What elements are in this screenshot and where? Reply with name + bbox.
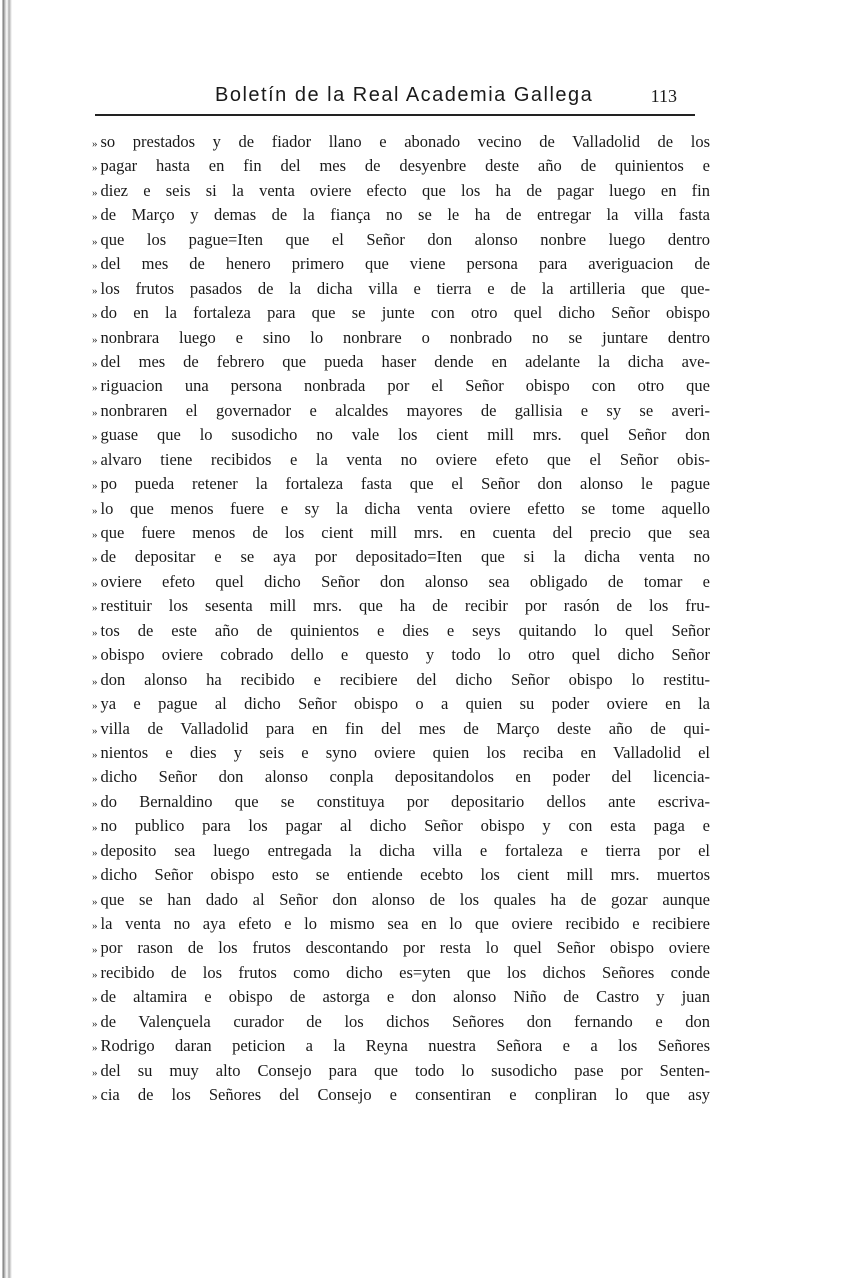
quote-mark: »: [92, 553, 98, 566]
text-line: [92, 765, 710, 789]
line-text: restituir los sesenta mill mrs. que ha de recibir por rasón de los fru-: [100, 596, 710, 616]
quote-mark: »: [92, 309, 98, 322]
line-text: nonbraren el governador e alcaldes mayores de gallisia e sy se averi-: [100, 400, 710, 420]
quote-mark: »: [92, 406, 98, 419]
quote-mark: »: [92, 138, 98, 150]
line-text: pagar hasta en fin del mes de desyenbre deste año de quinientos e: [100, 156, 710, 176]
text-line: [92, 863, 710, 887]
quote-mark: »: [92, 920, 98, 932]
scan-edge: [0, 0, 12, 1278]
quote-mark: »: [92, 797, 98, 810]
text-line: [92, 374, 710, 398]
text-line: [92, 326, 710, 350]
text-line: [92, 936, 710, 960]
text-line: [92, 1034, 710, 1058]
quote-mark: »: [92, 455, 98, 468]
line-text: oviere efeto quel dicho Señor don alonso sea obligado de tomar e: [100, 571, 710, 591]
quote-mark: »: [92, 675, 98, 688]
text-line: [92, 1010, 710, 1034]
quote-mark: »: [92, 724, 98, 737]
line-text: de altamira e obispo de astorga e don alonso Niño de Castro y juan: [100, 987, 710, 1007]
line-text: dicho Señor obispo esto se entiende ecebto los cient mill mrs. muertos: [100, 865, 710, 885]
text-line: [92, 399, 710, 423]
quote-mark: »: [92, 846, 98, 859]
text-line: [92, 179, 710, 203]
text-line: [92, 912, 710, 936]
quote-mark: »: [92, 944, 98, 957]
text-line: [92, 130, 710, 154]
line-text: del mes de febrero que pueda haser dende en adelante la dicha ave-: [100, 351, 710, 371]
text-line: [92, 839, 710, 863]
text-line: [92, 252, 710, 276]
text-line: [92, 1059, 710, 1083]
quote-mark: »: [92, 480, 98, 493]
quote-mark: »: [92, 235, 98, 248]
line-text: alvaro tiene recibidos e la venta no oviere efeto que el Señor obis-: [100, 449, 710, 469]
text-line: [92, 814, 710, 838]
quote-mark: »: [92, 382, 98, 395]
line-text: nonbrara luego e sino lo nonbrare o nonbrado no se juntare dentro: [100, 327, 710, 347]
line-text: que se han dado al Señor don alonso de los quales ha de gozar aunque: [100, 889, 710, 909]
journal-title: Boletín de la Real Academia Gallega: [215, 84, 594, 106]
text-line: [92, 790, 710, 814]
quote-mark: »: [92, 700, 98, 713]
quote-mark: »: [92, 968, 98, 981]
quote-mark: »: [92, 773, 98, 786]
text-line: [92, 203, 710, 227]
text-line: [92, 888, 710, 912]
line-text: la venta no aya efeto e lo mismo sea en lo que oviere recibido e recibiere: [100, 914, 710, 933]
quote-mark: »: [92, 211, 98, 224]
quote-mark: »: [92, 260, 98, 273]
line-text: do Bernaldino que se constituya por depositario dellos ante escriva-: [100, 791, 710, 811]
text-line: [92, 570, 710, 594]
running-header: [95, 80, 695, 116]
line-text: guase que lo susodicho no vale los cient mill mrs. quel Señor don: [100, 425, 710, 445]
quote-mark: »: [92, 602, 98, 615]
quote-mark: »: [92, 357, 98, 370]
quote-mark: »: [92, 431, 98, 444]
line-text: don alonso ha recibido e recibiere del dicho Señor obispo lo restitu-: [100, 669, 710, 689]
line-text: recibido de los frutos como dicho es=yten que los dichos Señores conde: [100, 962, 710, 982]
text-line: [92, 423, 710, 447]
line-text: los frutos pasados de la dicha villa e tierra e de la artilleria que que-: [100, 278, 710, 298]
quote-mark: »: [92, 284, 98, 297]
text-line: [92, 961, 710, 985]
text-line: [92, 717, 710, 741]
line-text: villa de Valladolid para en fin del mes de Marҫo deste año de qui-: [100, 718, 710, 738]
line-text: por rason de los frutos descontando por resta lo quel Señor obispo oviere: [100, 938, 710, 958]
quote-mark: »: [92, 1042, 98, 1055]
line-text: po pueda retener la fortaleza fasta que el Señor don alonso le pague: [100, 474, 710, 494]
line-text: nientos e dies y seis e syno oviere quien los reciba en Valladolid el: [100, 742, 710, 762]
line-text: obispo oviere cobrado dello e questo y todo lo otro quel dicho Señor: [100, 645, 710, 665]
quote-mark: »: [92, 748, 98, 761]
text-line: [92, 301, 710, 325]
line-text: del su muy alto Consejo para que todo lo susodicho pase por Senten-: [100, 1060, 710, 1080]
quote-mark: »: [92, 1066, 98, 1079]
text-line: [92, 985, 710, 1009]
quote-mark: »: [92, 993, 98, 1006]
quote-mark: »: [92, 822, 98, 835]
quote-mark: »: [92, 895, 98, 908]
quote-mark: »: [92, 626, 98, 639]
quote-mark: »: [92, 186, 98, 199]
quote-mark: »: [92, 871, 98, 884]
quote-mark: »: [92, 1017, 98, 1030]
page-number: 113: [650, 86, 677, 106]
line-text: cia de los Señores del Consejo e consentiran e conpliran lo que asy: [100, 1085, 710, 1105]
line-text: ya e pague al dicho Señor obispo o a quien su poder oviere en la: [100, 694, 710, 714]
line-text: deposito sea luego entregada la dicha villa e fortaleza e tierra por el: [100, 840, 710, 860]
line-text: del mes de henero primero que viene persona para averiguacion de: [100, 254, 710, 274]
text-line: [92, 619, 710, 643]
line-text: diez e seis si la venta oviere efecto que los ha de pagar luego en fin: [100, 180, 710, 200]
quote-mark: »: [92, 333, 98, 346]
text-line: [92, 277, 710, 301]
text-line: [92, 497, 710, 521]
quote-mark: »: [92, 577, 98, 590]
text-line: [92, 228, 710, 252]
text-line: [92, 154, 710, 178]
text-line: [92, 594, 710, 618]
quote-mark: »: [92, 651, 98, 664]
text-line: [92, 350, 710, 374]
line-text: de Valenҫuela curador de los dichos Señores don fernando e don: [100, 1011, 710, 1031]
line-text: so prestados y de fiador llano e abonado vecino de Valladolid de los: [100, 132, 710, 151]
line-text: tos de este año de quinientos e dies e seys quitando lo quel Señor: [100, 620, 710, 640]
text-line: [92, 741, 710, 765]
quote-mark: »: [92, 504, 98, 517]
line-text: dicho Señor don alonso conpla depositandolos en poder del licencia-: [100, 767, 710, 787]
quote-mark: »: [92, 529, 98, 541]
text-line: [92, 521, 710, 545]
text-line: [92, 448, 710, 472]
line-text: Rodrigo daran peticion a la Reyna nuestra Señora e a los Señores: [100, 1036, 710, 1056]
text-line: [92, 692, 710, 716]
text-line: [92, 472, 710, 496]
line-text: riguacion una persona nonbrada por el Señor obispo con otro que: [100, 376, 710, 396]
text-line: [92, 545, 710, 569]
line-text: de depositar e se aya por depositado=Iten que si la dicha venta no: [100, 547, 710, 567]
body-text: [92, 130, 710, 1108]
line-text: do en la fortaleza para que se junte con otro quel dicho Señor obispo: [100, 303, 710, 323]
quote-mark: »: [92, 1091, 98, 1104]
text-line: [92, 668, 710, 692]
line-text: que los pague=Iten que el Señor don alonso nonbre luego dentro: [100, 229, 710, 249]
text-line: [92, 1083, 710, 1107]
line-text: lo que menos fuere e sy la dicha venta oviere efetto se tome aquello: [100, 498, 710, 518]
text-line: [92, 643, 710, 667]
line-text: no publico para los pagar al dicho Señor obispo y con esta paga e: [100, 816, 710, 836]
quote-mark: »: [92, 162, 98, 175]
line-text: de Marҫo y demas de la fianҫa no se le ha de entregar la villa fasta: [100, 205, 710, 225]
line-text: que fuere menos de los cient mill mrs. en cuenta del precio que sea: [100, 523, 710, 542]
